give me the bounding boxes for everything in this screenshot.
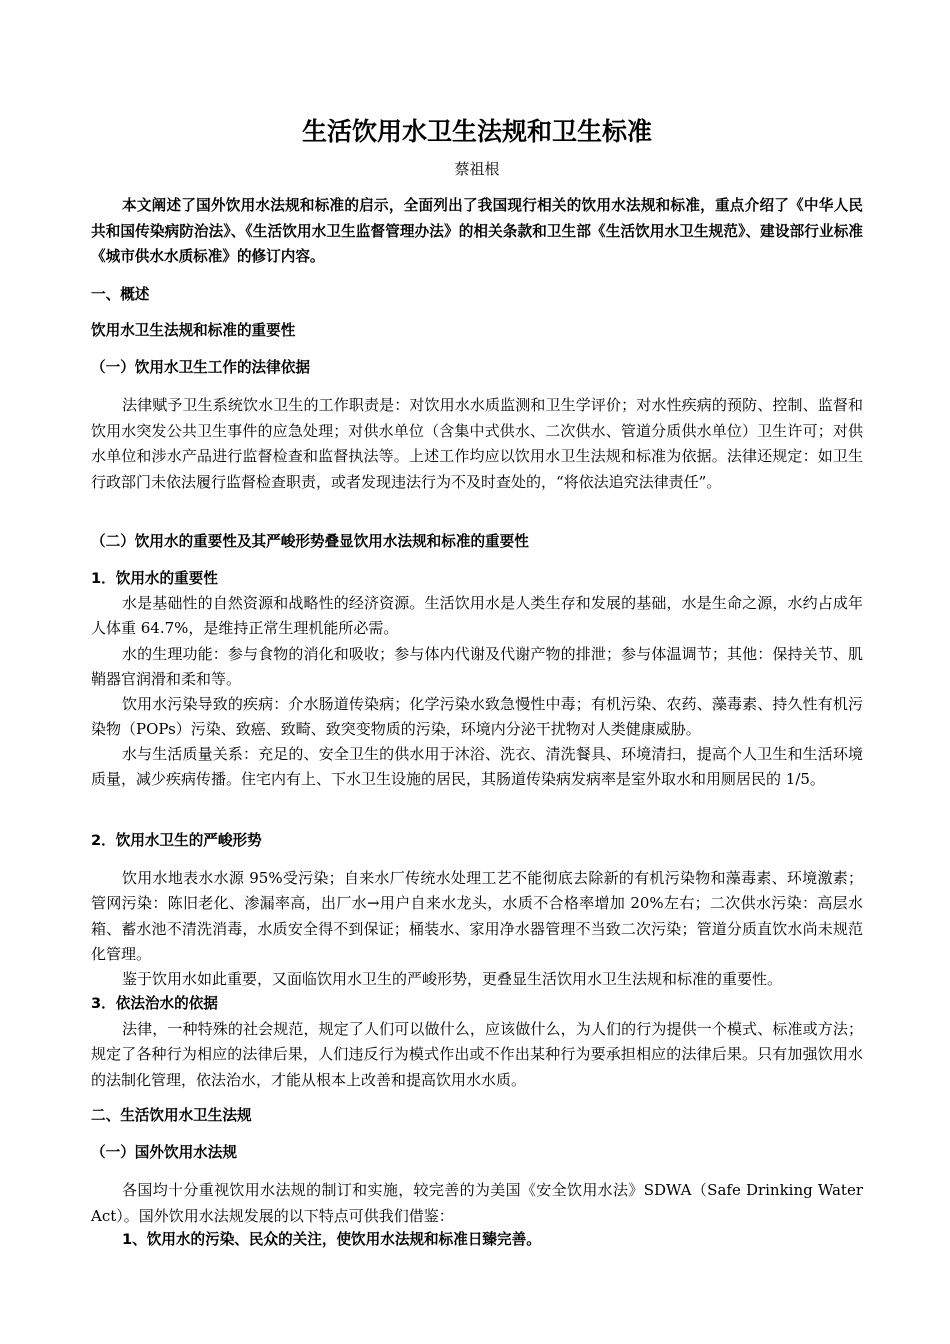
heading-significance: （二）饮用水的重要性及其严峻形势叠显饮用水法规和标准的重要性 bbox=[91, 533, 529, 550]
heading-importance: 饮用水卫生法规和标准的重要性 bbox=[91, 322, 296, 339]
abstract: 本文阐述了国外饮用水法规和标准的启示，全面列出了我国现行相关的饮用水法规和标准，重点介绍了《中华人民共和国传染病防治法》、《生活饮用水卫生监督管理办法》的相关条款和卫生部《生活饮用水卫生规范》、建设部行业标准《城市供水水质标准》的修订内容。 bbox=[91, 197, 863, 265]
paragraph-1b: 水的生理功能：参与食物的消化和吸收；参与体内代谢及代谢产物的排泄；参与体温调节；其他：保持关节、肌鞘器官润滑和柔和等。 bbox=[91, 645, 863, 689]
heading-point-1: 1、饮用水的污染、民众的关注，使饮用水法规和标准日臻完善。 bbox=[122, 1231, 541, 1248]
heading-foreign: （一）国外饮用水法规 bbox=[91, 1144, 237, 1161]
heading-overview: 一、概述 bbox=[91, 286, 150, 303]
paragraph-1c: 饮用水污染导致的疾病：介水肠道传染病；化学污染水致急慢性中毒；有机污染、农药、藻毒素、持久性有机污染物（POPs）污染、致癌、致畸、致突变物质的污染，环境内分泌干扰物对人类健康威胁。 bbox=[91, 695, 863, 739]
heading-regulations: 二、生活饮用水卫生法规 bbox=[91, 1107, 252, 1124]
heading-3-law: 3．依法治水的依据 bbox=[91, 995, 218, 1012]
author: 蔡祖根 bbox=[454, 160, 500, 178]
heading-2-situation: 2．饮用水卫生的严峻形势 bbox=[91, 832, 262, 849]
heading-legal-basis: （一）饮用水卫生工作的法律依据 bbox=[91, 359, 310, 376]
paragraph-foreign: 各国均十分重视饮用水法规的制订和实施，较完善的为美国《安全饮用水法》SDWA（Safe Drinking Water Act）。国外饮用水法规发展的以下特点可供我们借鉴： bbox=[91, 1181, 863, 1225]
document-title: 生活饮用水卫生法规和卫生标准 bbox=[301, 117, 652, 146]
paragraph-legal-basis: 法律赋予卫生系统饮水卫生的工作职责是：对饮用水水质监测和卫生学评价；对水性疾病的预防、控制、监督和饮用水突发公共卫生事件的应急处理；对供水单位（含集中式供水、二次供水、管道分质供水单位）卫生许可；对供水单位和涉水产品进行监督检查和监督执法等。上述工作均应以饮用水卫生法规和标准为依据。法律还规定：如卫生行政部门未依法履行监督检查职责，或者发现违法行为不及时查处的，“将依法追究法律责任”。 bbox=[91, 396, 863, 491]
paragraph-1a: 水是基础性的自然资源和战略性的经济资源。生活饮用水是人类生存和发展的基础，水是生命之源，水约占成年人体重 64.7%，是维持正常生理机能所必需。 bbox=[91, 594, 863, 638]
paragraph-1d: 水与生活质量关系：充足的、安全卫生的供水用于沐浴、洗衣、清洗餐具、环境清扫，提高个人卫生和生活环境质量，减少疾病传播。住宅内有上、下水卫生设施的居民，其肠道传染病发病率是室外取水和用厕居民的 1/5。 bbox=[91, 745, 863, 789]
heading-1-importance: 1．饮用水的重要性 bbox=[91, 570, 218, 587]
paragraph-3: 法律，一种特殊的社会规范，规定了人们可以做什么，应该做什么，为人们的行为提供一个模式、标准或方法；规定了各种行为相应的法律后果，人们违反行为模式作出或不作出某种行为要承担相应的法律后果。只有加强饮用水的法制化管理，依法治水，才能从根本上改善和提高饮用水水质。 bbox=[91, 1020, 863, 1089]
paragraph-2a: 饮用水地表水水源 95%受污染；自来水厂传统水处理工艺不能彻底去除新的有机污染物和藻毒素、环境激素；管网污染：陈旧老化、渗漏率高，出厂水→用户自来水龙头，水质不合格率增加 20%左右；二次供水污染：高层水箱、蓄水池不清洗消毒，水质安全得不到保证；桶装水、家用净水器管理不当致二次污染；管道分质直饮水尚未规范化管理。 bbox=[91, 869, 863, 963]
paragraph-2b: 鉴于饮用水如此重要，又面临饮用水卫生的严峻形势，更叠显生活饮用水卫生法规和标准的重要性。 bbox=[122, 970, 783, 988]
